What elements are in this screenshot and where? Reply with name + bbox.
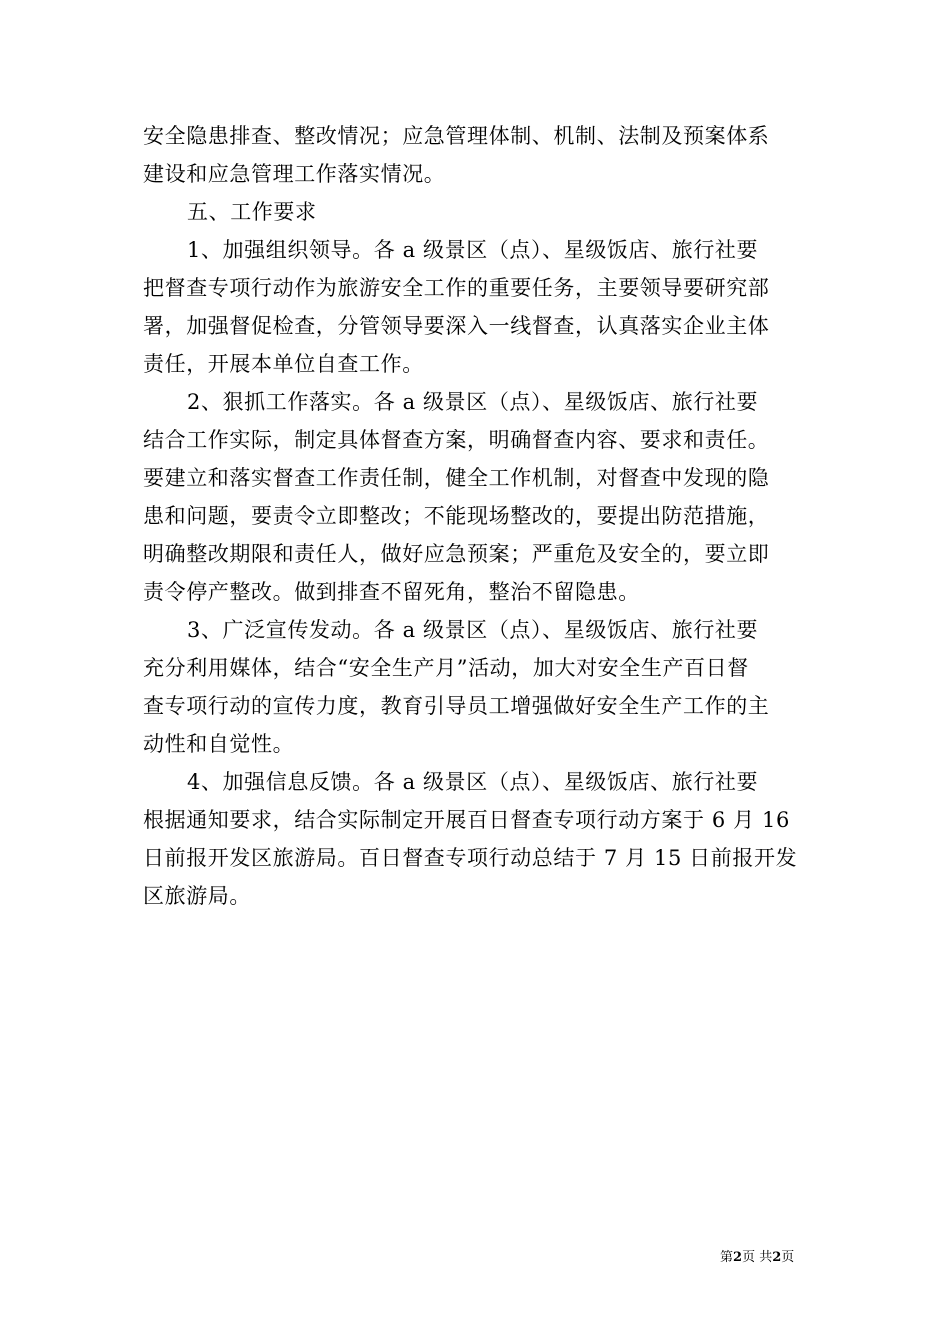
body-text-line: 日前报开发区旅游局。百日督查专项行动总结于 7 月 15 日前报开发	[143, 846, 798, 870]
body-text-line: 动性和自觉性。	[143, 732, 295, 756]
page-label-suffix: 页	[781, 1250, 795, 1265]
body-text-line: 署，加强督促检查，分管领导要深入一线督查，认真落实企业主体	[143, 314, 770, 338]
body-text-line: 根据通知要求，结合实际制定开展百日督查专项行动方案于 6 月 16	[143, 808, 790, 832]
section-heading: 五、工作要求	[187, 200, 317, 224]
body-text-line: 责任，开展本单位自查工作。	[143, 352, 424, 376]
page-label-mid: 页 共	[742, 1250, 773, 1265]
body-text-line: 建设和应急管理工作落实情况。	[143, 162, 446, 186]
page-label-prefix: 第	[720, 1250, 734, 1265]
body-text-line: 责令停产整改。做到排查不留死角，整治不留隐患。	[143, 580, 640, 604]
body-text-line: 查专项行动的宣传力度，教育引导员工增强做好安全生产工作的主	[143, 694, 770, 718]
paragraph-3-start: 3、广泛宣传发动。各 a 级景区（点）、星级饭店、旅行社要	[187, 618, 759, 642]
body-text-line: 安全隐患排查、整改情况；应急管理体制、机制、法制及预案体系	[143, 124, 770, 148]
body-text-line: 区旅游局。	[143, 884, 251, 908]
body-text-line: 充分利用媒体，结合“安全生产月”活动，加大对安全生产百日督	[143, 656, 749, 680]
paragraph-2-start: 2、狠抓工作落实。各 a 级景区（点）、星级饭店、旅行社要	[187, 390, 759, 414]
body-text-line: 把督查专项行动作为旅游安全工作的重要任务，主要领导要研究部	[143, 276, 770, 300]
body-text-line: 明确整改期限和责任人，做好应急预案；严重危及安全的，要立即	[143, 542, 770, 566]
paragraph-4-start: 4、加强信息反馈。各 a 级景区（点）、星级饭店、旅行社要	[187, 770, 759, 794]
paragraph-1-start: 1、加强组织领导。各 a 级景区（点）、星级饭店、旅行社要	[187, 238, 759, 262]
document-body	[143, 117, 813, 915]
current-page-number: 2	[733, 1250, 743, 1265]
body-text-line: 要建立和落实督查工作责任制，健全工作机制，对督查中发现的隐	[143, 466, 770, 490]
body-text-line: 患和问题，要责令立即整改；不能现场整改的，要提出防范措施，	[143, 504, 770, 528]
total-pages-number: 2	[772, 1250, 782, 1265]
page-number-footer	[720, 1250, 794, 1266]
body-text-line: 结合工作实际，制定具体督查方案，明确督查内容、要求和责任。	[143, 428, 770, 452]
